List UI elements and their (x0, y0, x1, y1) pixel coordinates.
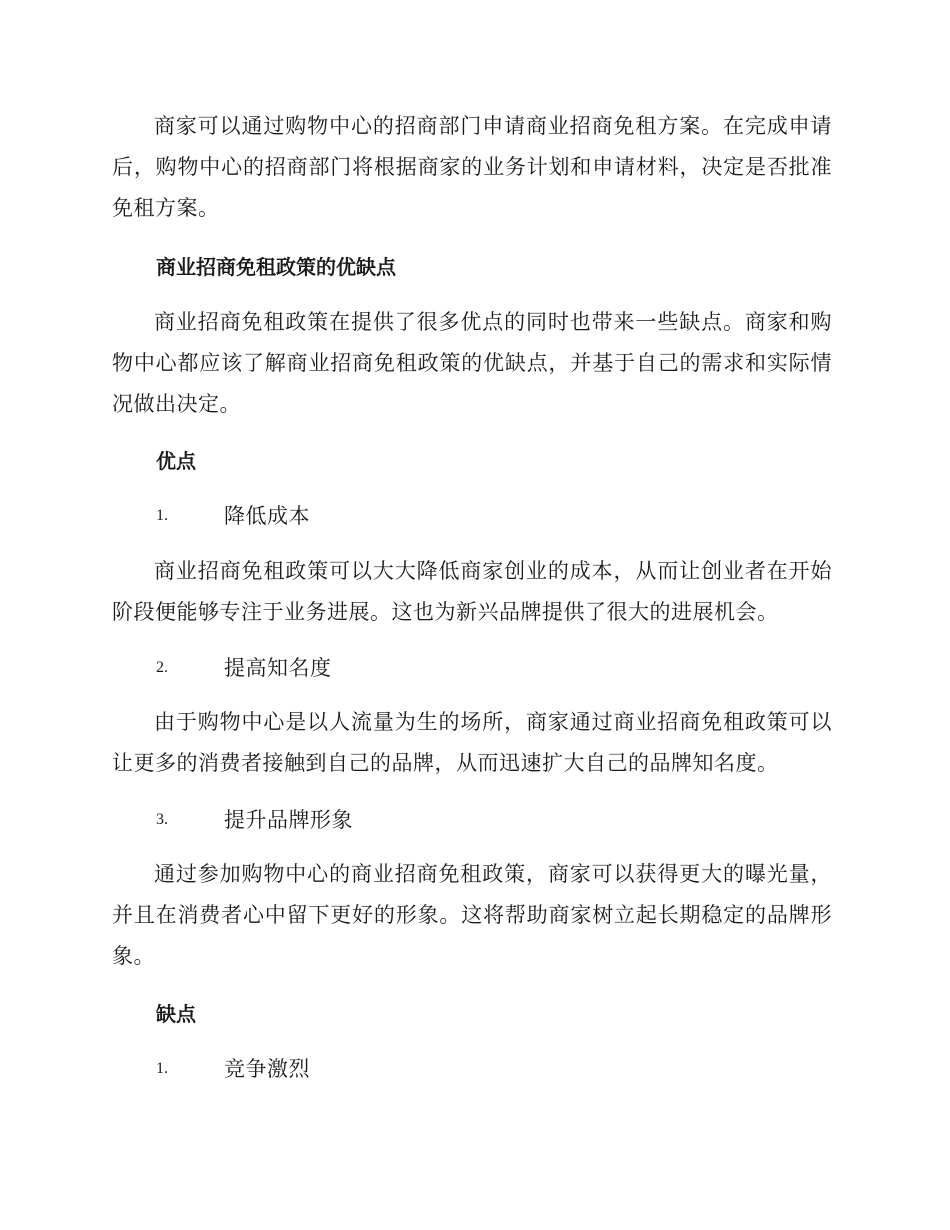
section-heading-cons: 缺点 (156, 1002, 196, 1026)
pros-2-paragraph: 由于购物中心是以人流量为生的场所，商家通过商业招商免租政策可以让更多的消费者接触到自己的品牌，从而迅速扩大自己的品牌知名度。 (112, 710, 832, 775)
list-number: 1. (156, 1060, 168, 1077)
list-label: 提升品牌形象 (224, 808, 353, 832)
list-label: 竞争激烈 (224, 1057, 310, 1081)
pros-1-paragraph: 商业招商免租政策可以大大降低商家创业的成本，从而让创业者在开始阶段便能够专注于业务进展。这也为新兴品牌提供了很大的进展机会。 (112, 559, 832, 624)
list-label: 提高知名度 (224, 656, 332, 680)
list-label: 降低成本 (224, 504, 310, 528)
intro-paragraph: 商家可以通过购物中心的招商部门申请商业招商免租方案。在完成申请后，购物中心的招商部门将根据商家的业务计划和申请材料，决定是否批准免租方案。 (112, 114, 832, 220)
section-heading-pros-cons: 商业招商免租政策的优缺点 (156, 255, 396, 279)
section-heading-pros: 优点 (156, 449, 196, 473)
list-number: 3. (156, 811, 168, 828)
pros-3-paragraph: 通过参加购物中心的商业招商免租政策，商家可以获得更大的曝光量，并且在消费者心中留下更好的形象。这将帮助商家树立起长期稳定的品牌形象。 (112, 862, 832, 968)
list-number: 1. (156, 507, 168, 524)
list-number: 2. (156, 659, 168, 676)
pros-cons-paragraph: 商业招商免租政策在提供了很多优点的同时也带来一些缺点。商家和购物中心都应该了解商业招商免租政策的优缺点，并基于自己的需求和实际情况做出决定。 (112, 310, 832, 416)
